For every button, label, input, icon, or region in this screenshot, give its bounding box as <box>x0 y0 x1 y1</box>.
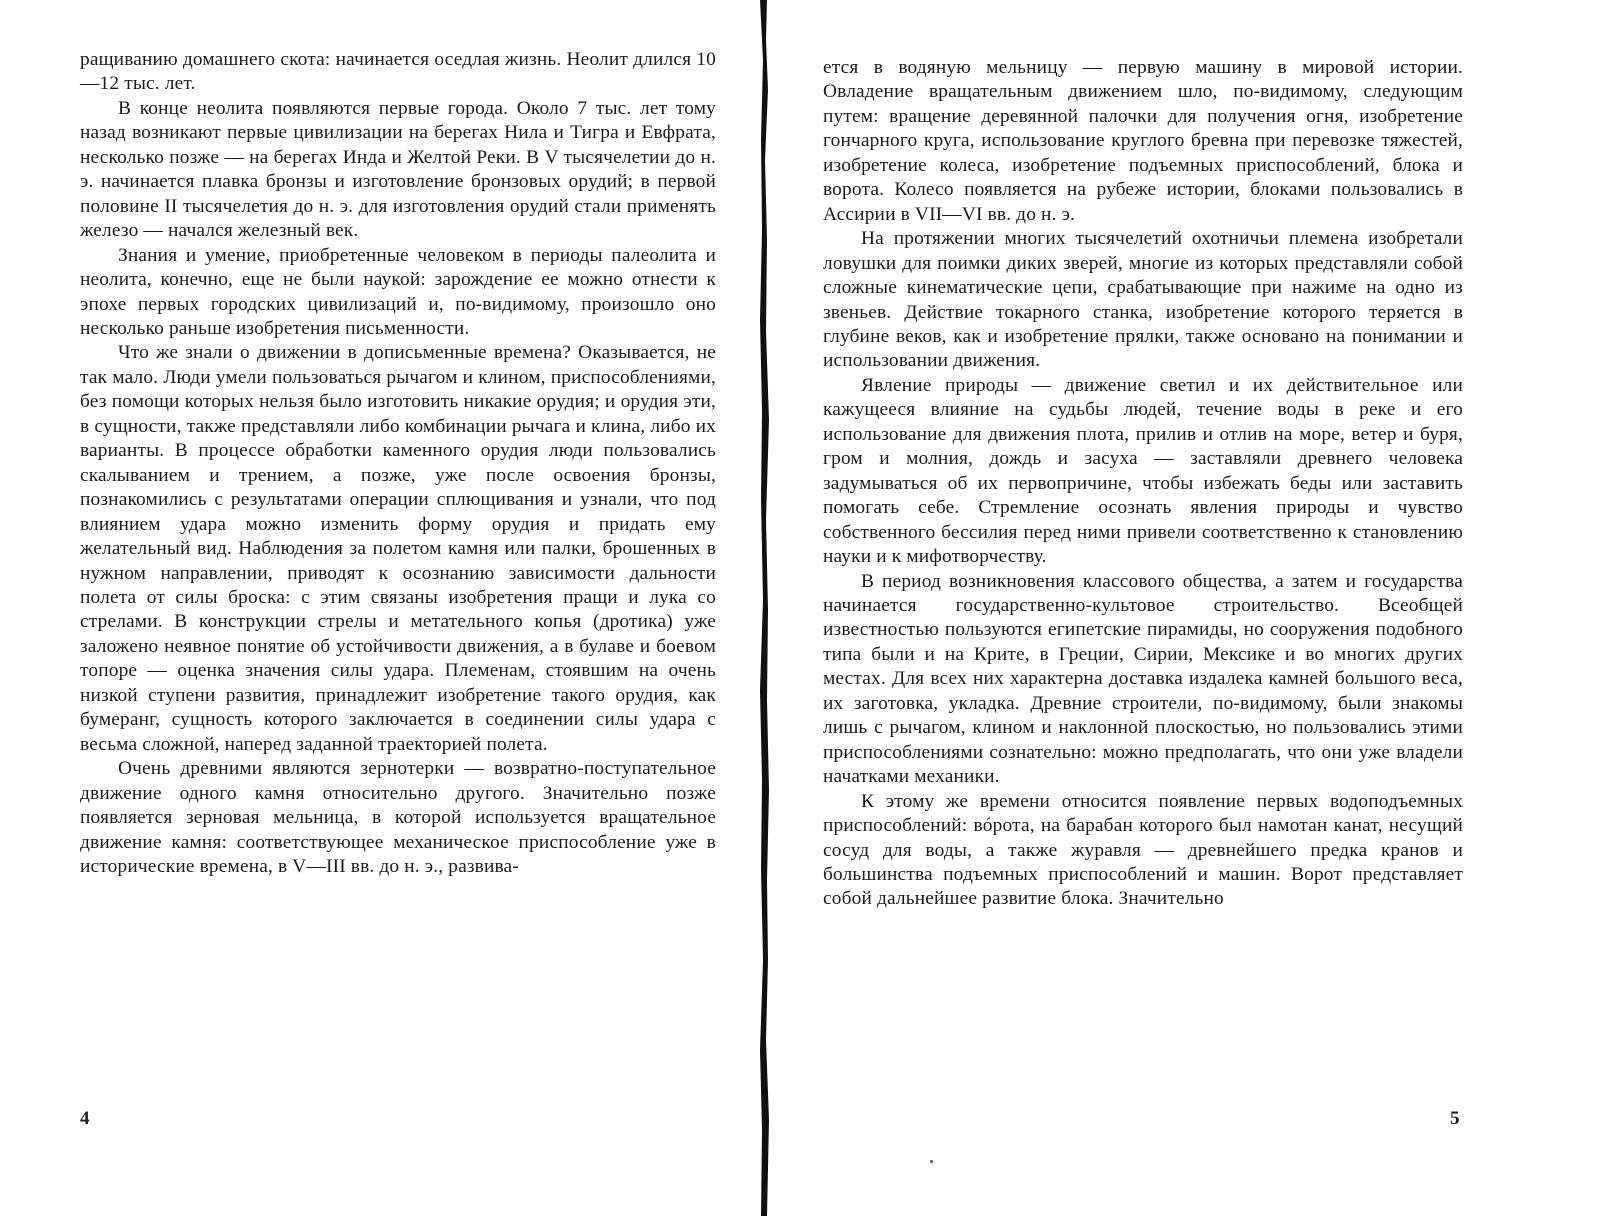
paragraph: К этому же времени относится появление первых водоподъемных приспособлений: вóрота, на барабан которого был намотан канат, несущий сосуд для воды, а также журавля — древнейшего предка кранов и большинства подъемных приспособлений и машин. Ворот представляет собой дальнейшее развитие блока. Значительно <box>823 790 1463 910</box>
right-page-text <box>823 56 1463 912</box>
paragraph: Знания и умение, приобретенные человеком в периоды палеолита и неолита, конечно, еще не были наукой: зарождение ее можно отнести к эпохе первых городских цивилизаций и, по-видимому, произошло оно несколько раньше изобретения письменности. <box>80 244 716 339</box>
page-number-right: 5 <box>1450 1108 1460 1129</box>
page-number-left: 4 <box>80 1108 90 1129</box>
left-page-text <box>80 48 716 879</box>
right-page <box>790 0 1601 1216</box>
paragraph: ращиванию домашнего скота: начинается оседлая жизнь. Неолит длился 10—12 тыс. лет. <box>80 49 716 95</box>
paragraph: В конце неолита появляются первые города. Около 7 тыс. лет тому назад возникают первые цивилизации на берегах Нила и Тигра и Евфрата, несколько позже — на берегах Инда и Желтой Реки. В V тысячелетии до н. э. начинается плавка бронзы и изготовление бронзовых орудий; в первой половине II тысячелетия до н. э. для изготовления орудий стали применять железо — начался железный век. <box>80 97 716 242</box>
paragraph: Очень древними являются зернотерки — возвратно-поступательное движение одного камня относительно другого. Значительно позже появляется зерновая мельница, в которой используется вращательное движение камня: соответствующее механическое приспособление уже в исторические времена, в V—III вв. до н. э., развива- <box>80 758 716 877</box>
scan-speck <box>930 1160 933 1163</box>
book-spine <box>757 0 771 1216</box>
paragraph: ется в водяную мельницу — первую машину в мировой истории. Овладение вращательным движением шло, по-видимому, следующим путем: вращение деревянной палочки для получения огня, изобретение гончарного круга, использование круглого бревна при перевозке тяжестей, изобретение колеса, изобретение подъемных приспособлений, блока и ворота. Колесо появляется на рубеже истории, блоками пользовались в Ассирии в VII—VI вв. до н. э. <box>823 57 1463 225</box>
paragraph: На протяжении многих тысячелетий охотничьи племена изобретали ловушки для поимки диких зверей, многие из которых представляли собой сложные кинематические цепи, срабатывающие при нажиме на одно из звеньев. Действие токарного станка, изобретение которого теряется в глубине веков, как и изобретение прялки, также основано на понимании и использовании движения. <box>823 228 1463 372</box>
paragraph: В период возникновения классового общества, а затем и государства начинается государственно-культовое строительство. Всеобщей известностью пользуются египетские пирамиды, но сооружения подобного типа были и на Крите, в Греции, Сирии, Мексике и во многих других местах. Для всех них характерна доставка издалека камней большого веса, их заготовка, укладка. Древние строители, по-видимому, были знакомы лишь с рычагом, клином и наклонной плоскостью, но пользовались этими приспособлениями сознательно: можно предполагать, что они уже владели начатками механики. <box>823 570 1463 788</box>
spine-shadow <box>757 0 771 1216</box>
paragraph: Явление природы — движение светил и их действительное или кажущееся влияние на судьбы людей, течение воды в реке и его использование для движения плота, прилив и отлив на море, ветер и буря, гром и молния, дождь и засуха — заставляли древнего человека задумываться об их первопричине, чтобы избежать беды или заставить помогать себе. Стремление осознать явления природы и чувство собственного бессилия перед ними привели соответственно к становлению науки и к мифотворчеству. <box>823 374 1463 568</box>
left-page <box>0 0 770 1216</box>
paragraph: Что же знали о движении в дописьменные времена? Оказывается, не так мало. Люди умели пользоваться рычагом и клином, приспособлениями, без помощи которых нельзя было изготовить никакие орудия; и орудия эти, в сущности, также представляли либо комбинации рычага и клина, либо их варианты. В процессе обработки каменного орудия люди пользовались скалыванием и трением, а позже, уже после освоения бронзы, познакомились с результатами операции сплющивания и узнали, что под влиянием удара можно изменить форму орудия и придать ему желательный вид. Наблюдения за полетом камня или палки, брошенных в нужном направлении, приводят к осознанию зависимости дальности полета от силы броска: с этим связаны изобретения пращи и лука со стрелами. В конструкции стрелы и метательного копья (дротика) уже заложено неявное понятие об устойчивости движения, а в булаве и боевом топоре — оценка значения силы удара. Племенам, стоявшим на очень низкой ступени развития, принадлежит изобретение такого орудия, как бумеранг, сущность которого заключается в соединении силы удара с весьма сложной, наперед заданной траекторией полета. <box>80 342 716 755</box>
